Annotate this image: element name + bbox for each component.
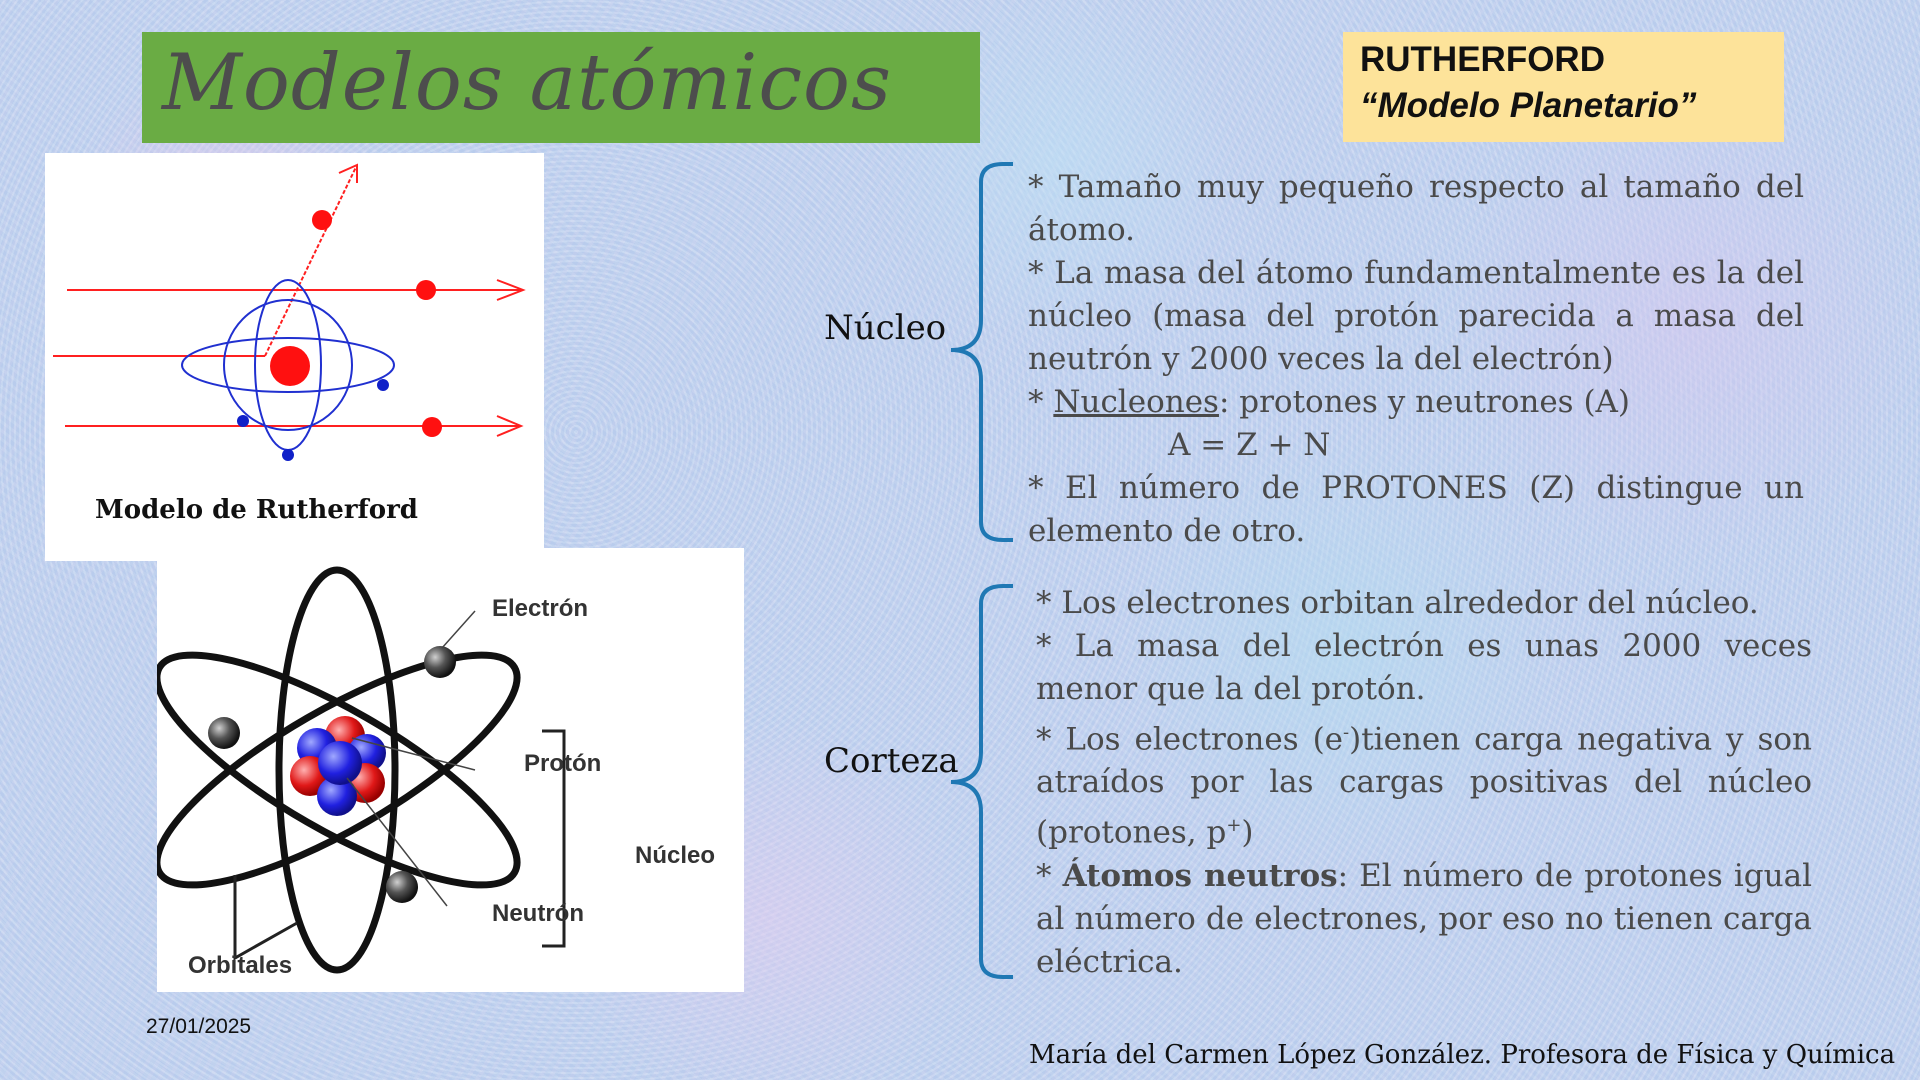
author-credit: María del Carmen López González. Profesora de Física y Química: [1029, 1040, 1896, 1070]
model-name: RUTHERFORD: [1360, 40, 1605, 79]
nucleo-point-3: * Nucleones: protones y neutrones (A): [1028, 384, 1631, 420]
brace-corteza-icon: [945, 582, 1015, 982]
rutherford-model-figure: [45, 153, 544, 561]
label-orbitals: Orbitales: [188, 952, 293, 979]
model-info-box: [1343, 32, 1784, 142]
title-banner: [142, 32, 980, 143]
model-nickname: “Modelo Planetario”: [1360, 86, 1697, 125]
brace-nucleo-icon: [945, 160, 1015, 545]
nucleo-point-1: * Tamaño muy pequeño respecto al tamaño del átomo.: [1028, 169, 1804, 248]
slide-date: 27/01/2025: [146, 1015, 252, 1038]
label-nucleus: Núcleo: [635, 842, 716, 869]
atom-diagram: [157, 548, 744, 992]
nucleo-point-2: * La masa del átomo fundamentalmente es la del núcleo (masa del protón parecida a masa del neutrón y 2000 veces la del electrón): [1028, 255, 1804, 377]
corteza-point-4: * Átomos neutros: El número de protones igual al número de electrones, por eso no tienen carga eléctrica.: [1036, 857, 1812, 980]
label-neutron: Neutrón: [492, 900, 584, 927]
label-electron: Electrón: [492, 595, 589, 622]
nucleus-dot: [270, 346, 310, 386]
nucleo-point-4: * El número de PROTONES (Z) distingue un elemento de otro.: [1028, 470, 1804, 549]
neutral-atoms-term: Átomos neutros: [1062, 857, 1338, 894]
nucleus-cluster: [290, 716, 386, 816]
corteza-description: [1036, 582, 1812, 984]
section-label-nucleo: Núcleo: [824, 308, 947, 348]
figure-caption: Modelo de Rutherford: [95, 495, 418, 525]
atom-structure-figure: [157, 548, 744, 992]
corteza-point-3: * Los electrones (e-)tienen carga negativa y son atraídos por las cargas positivas del núcleo (protones, p+): [1036, 721, 1812, 851]
corteza-point-2: * La masa del electrón es unas 2000 veces menor que la del protón.: [1036, 628, 1812, 707]
nucleones-term: Nucleones: [1053, 384, 1219, 420]
nucleo-description: [1028, 166, 1804, 553]
corteza-point-1: * Los electrones orbitan alrededor del núcleo.: [1036, 585, 1759, 621]
label-proton: Protón: [524, 750, 602, 777]
mass-number-formula: A = Z + N: [1168, 427, 1331, 463]
section-label-corteza: Corteza: [824, 741, 959, 781]
slide-title: Modelos atómicos: [162, 38, 893, 128]
